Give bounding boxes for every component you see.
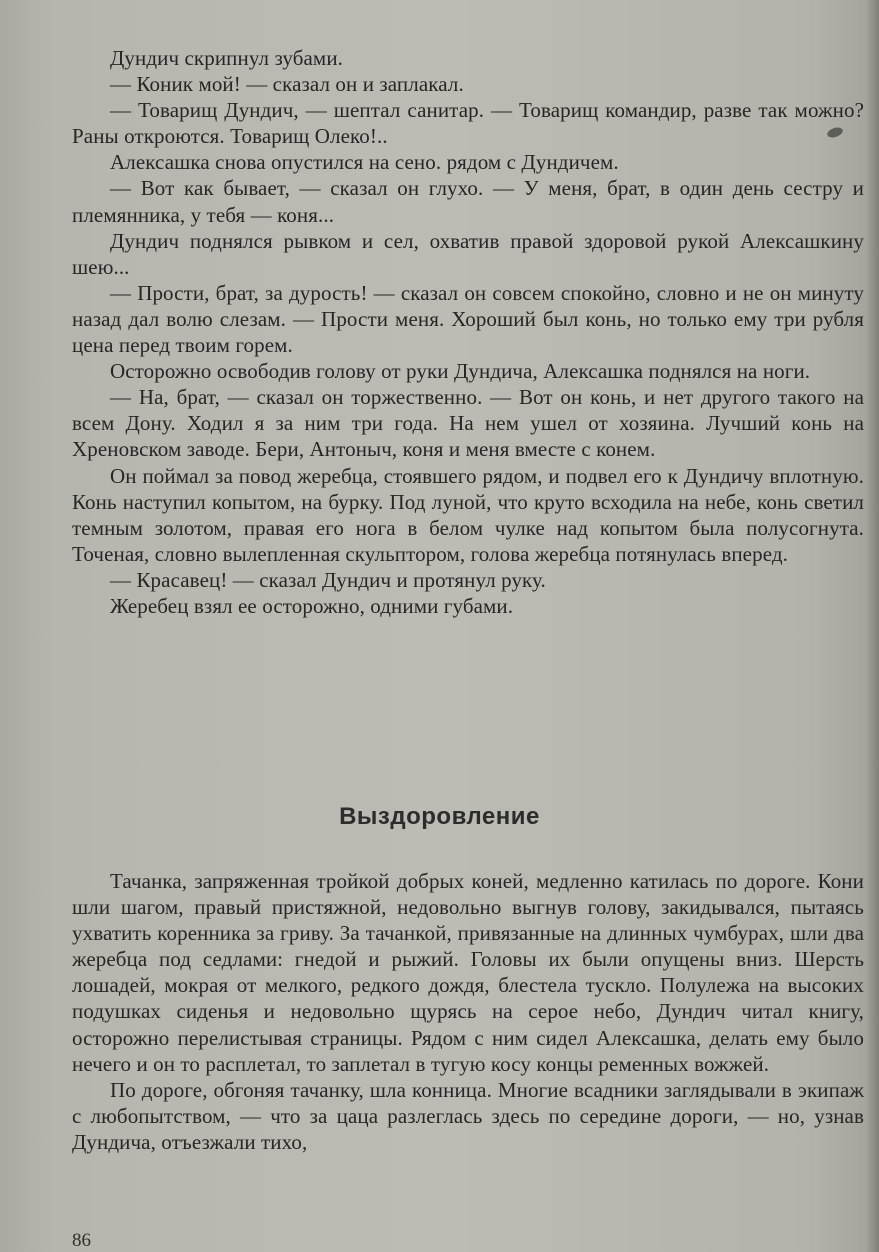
paragraph: — На, брат, — сказал он торжественно. — Вот он конь, и нет другого такого на всем Дону. Ходил я за ним три года. На нем ушел от хозяина. Лучший конь на Хреновском заводе. Бери, Антоныч, коня и меня вместе с конем. (72, 385, 864, 462)
paragraph: По дороге, обгоняя тачанку, шла конница. Многие всадники заглядывали в экипаж с любопытством, — что за цаца разлеглась здесь по середине дороги, — но, узнав Дундича, отъезжали тихо, (72, 1077, 864, 1154)
page-number: 86 (72, 1230, 91, 1251)
paragraph: — Прости, брат, за дурость! — сказал он совсем спокойно, словно и не он минуту назад дал волю слезам. — Прости меня. Хороший был конь, но только ему три рубля цена перед твоим горем. (72, 280, 864, 358)
paragraph: — Красавец! — сказал Дундич и протянул руку. (110, 567, 546, 592)
story-text-bottom (72, 868, 864, 1155)
paragraph: — Коник мой! — сказал он и заплакал. (110, 72, 464, 97)
paragraph: Тачанка, запряженная тройкой добрых коней, медленно катилась по дороге. Кони шли шагом, правый пристяжной, недовольно выгнув голову, закидывался, пытаясь ухватить коренника за гриву. За тачанкой, привязанные на длинных чумбурах, шли два жеребца под седлами: гнедой и рыжий. Головы их были опущены вниз. Шерсть лошадей, мокрая от мелкого, редкого дождя, блестела тускло. Полулежа на высоких подушках сиденья и недовольно щурясь на серое небо, Дундич читал книгу, осторожно перелистывая страницы. Рядом с ним сидел Алексашка, делать ему было нечего и он то расплетал, то заплетал в тугую косу концы ременных вожжей. (72, 869, 864, 1076)
story-text-top (72, 45, 864, 619)
paragraph: Дундич скрипнул зубами. (110, 46, 344, 70)
paragraph: Он поймал за повод жеребца, стоявшего рядом, и подвел его к Дундичу вплотную. Конь наступил копытом, на бурку. Под луной, что круто всходила на небе, конь светил темным золотом, правая его нога в белом чулке над копытом была полусогнута. Точеная, словно вылепленная скульптором, голова жеребца потянулась вперед. (72, 463, 864, 566)
paragraph: — Товарищ Дундич, — шептал санитар. — Товарищ командир, разве так можно? Раны откроются. Товарищ Олеко!.. (72, 98, 864, 149)
paragraph: Осторожно освободив голову от руки Дундича, Алексашка поднялся на ноги. (110, 359, 811, 384)
section-heading: Выздоровление (339, 803, 540, 830)
paragraph: Жеребец взял ее осторожно, одними губами. (110, 593, 514, 618)
paragraph: Дундич поднялся рывком и сел, охватив правой здоровой рукой Алексашкину шею... (72, 228, 864, 279)
paragraph: — Вот как бывает, — сказал он глухо. — У меня, брат, в один день сестру и племянника, у тебя — коня... (72, 176, 864, 227)
paragraph: Алексашка снова опустился на сено. рядом с Дундичем. (110, 150, 619, 175)
